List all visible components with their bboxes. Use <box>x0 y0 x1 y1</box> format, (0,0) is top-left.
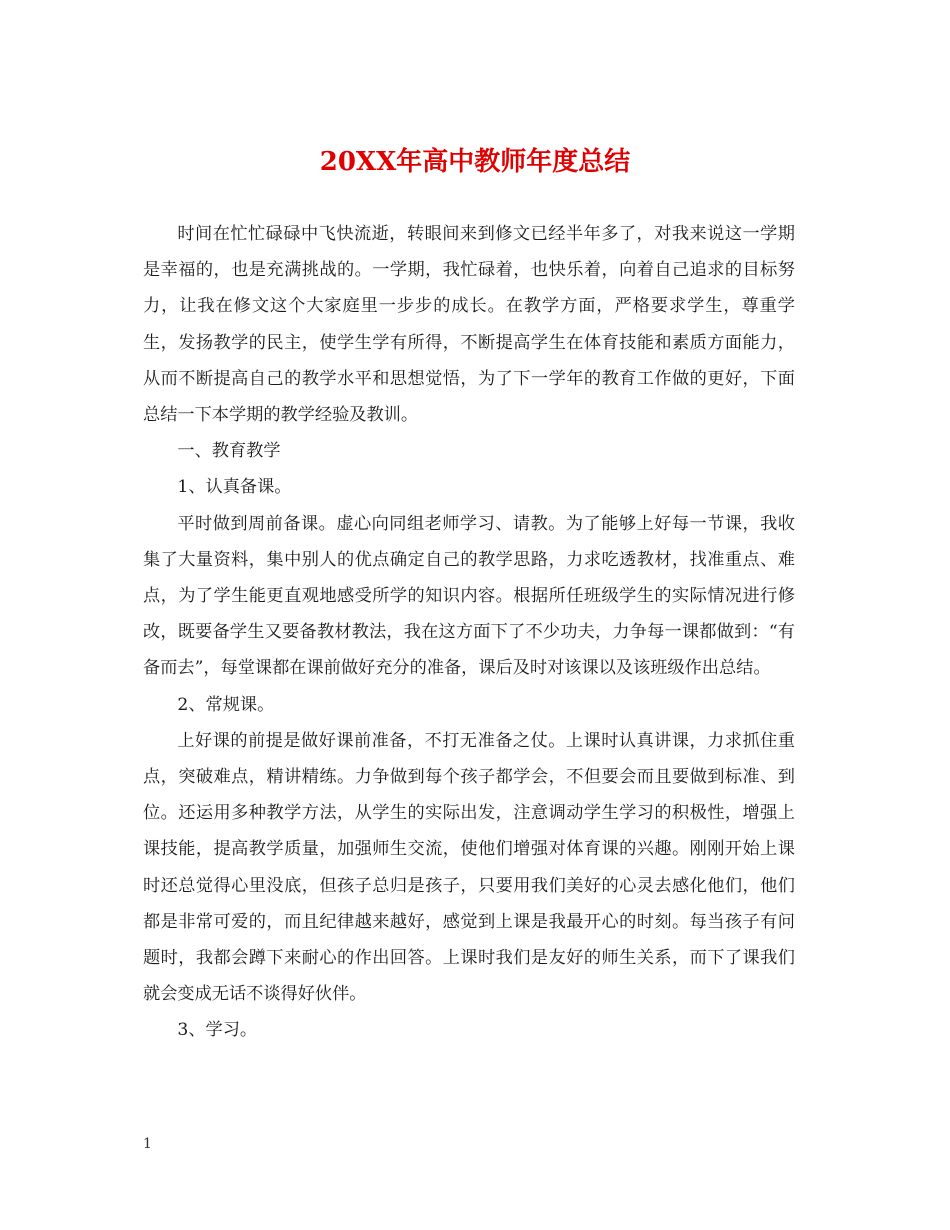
subheading-regular-class: 2、常规课。 <box>177 694 275 715</box>
section-heading-teaching: 一、教育教学 <box>177 441 281 462</box>
subheading-lesson-prep: 1、认真备课。 <box>177 477 292 498</box>
document-body <box>143 216 795 1049</box>
paragraph-regular-class: 上好课的前提是做好课前准备，不打无准备之仗。上课时认真讲课，力求抓住重点，突破难点，精讲精练。力争做到每个孩子都学会，不但要会而且要做到标准、到位。还运用多种教学方法，从学生的实际出发，注意调动学生学习的积极性，增强上课技能，提高教学质量，加强师生交流，使他们增强对体育课的兴趣。刚刚开始上课时还总觉得心里没底，但孩子总归是孩子，只要用我们美好的心灵去感化他们，他们都是非常可爱的，而且纪律越来越好，感觉到上课是我最开心的时刻。每当孩子有问题时，我都会蹲下来耐心的作出回答。上课时我们是友好的师生关系，而下了课我们就会变成无话不谈得好伙伴。 <box>143 730 795 1005</box>
paragraph-lesson-prep: 平时做到周前备课。虚心向同组老师学习、请教。为了能够上好每一节课，我收集了大量资料，集中别人的优点确定自己的教学思路，力求吃透教材，找准重点、难点，为了学生能更直观地感受所学的知识内容。根据所任班级学生的实际情况进行修改，既要备学生又要备教材教法，我在这方面下了不少功夫，力争每一课都做到：“有备而去”，每堂课都在课前做好充分的准备，课后及时对该课以及该班级作出总结。 <box>143 513 795 679</box>
paragraph-intro: 时间在忙忙碌碌中飞快流逝，转眼间来到修文已经半年多了，对我来说这一学期是幸福的，也是充满挑战的。一学期，我忙碌着，也快乐着，向着自己追求的目标努力，让我在修文这个大家庭里一步步的成长。在教学方面，严格要求学生，尊重学生，发扬教学的民主，使学生学有所得，不断提高学生在体育技能和素质方面能力，从而不断提高自己的教学水平和思想觉悟，为了下一学年的教育工作做的更好，下面总结一下本学期的教学经验及教训。 <box>143 224 795 426</box>
subheading-study: 3、学习。 <box>177 1020 258 1041</box>
document-title: 20XX年高中教师年度总结 <box>319 147 631 177</box>
page-number: 1 <box>143 1136 152 1152</box>
